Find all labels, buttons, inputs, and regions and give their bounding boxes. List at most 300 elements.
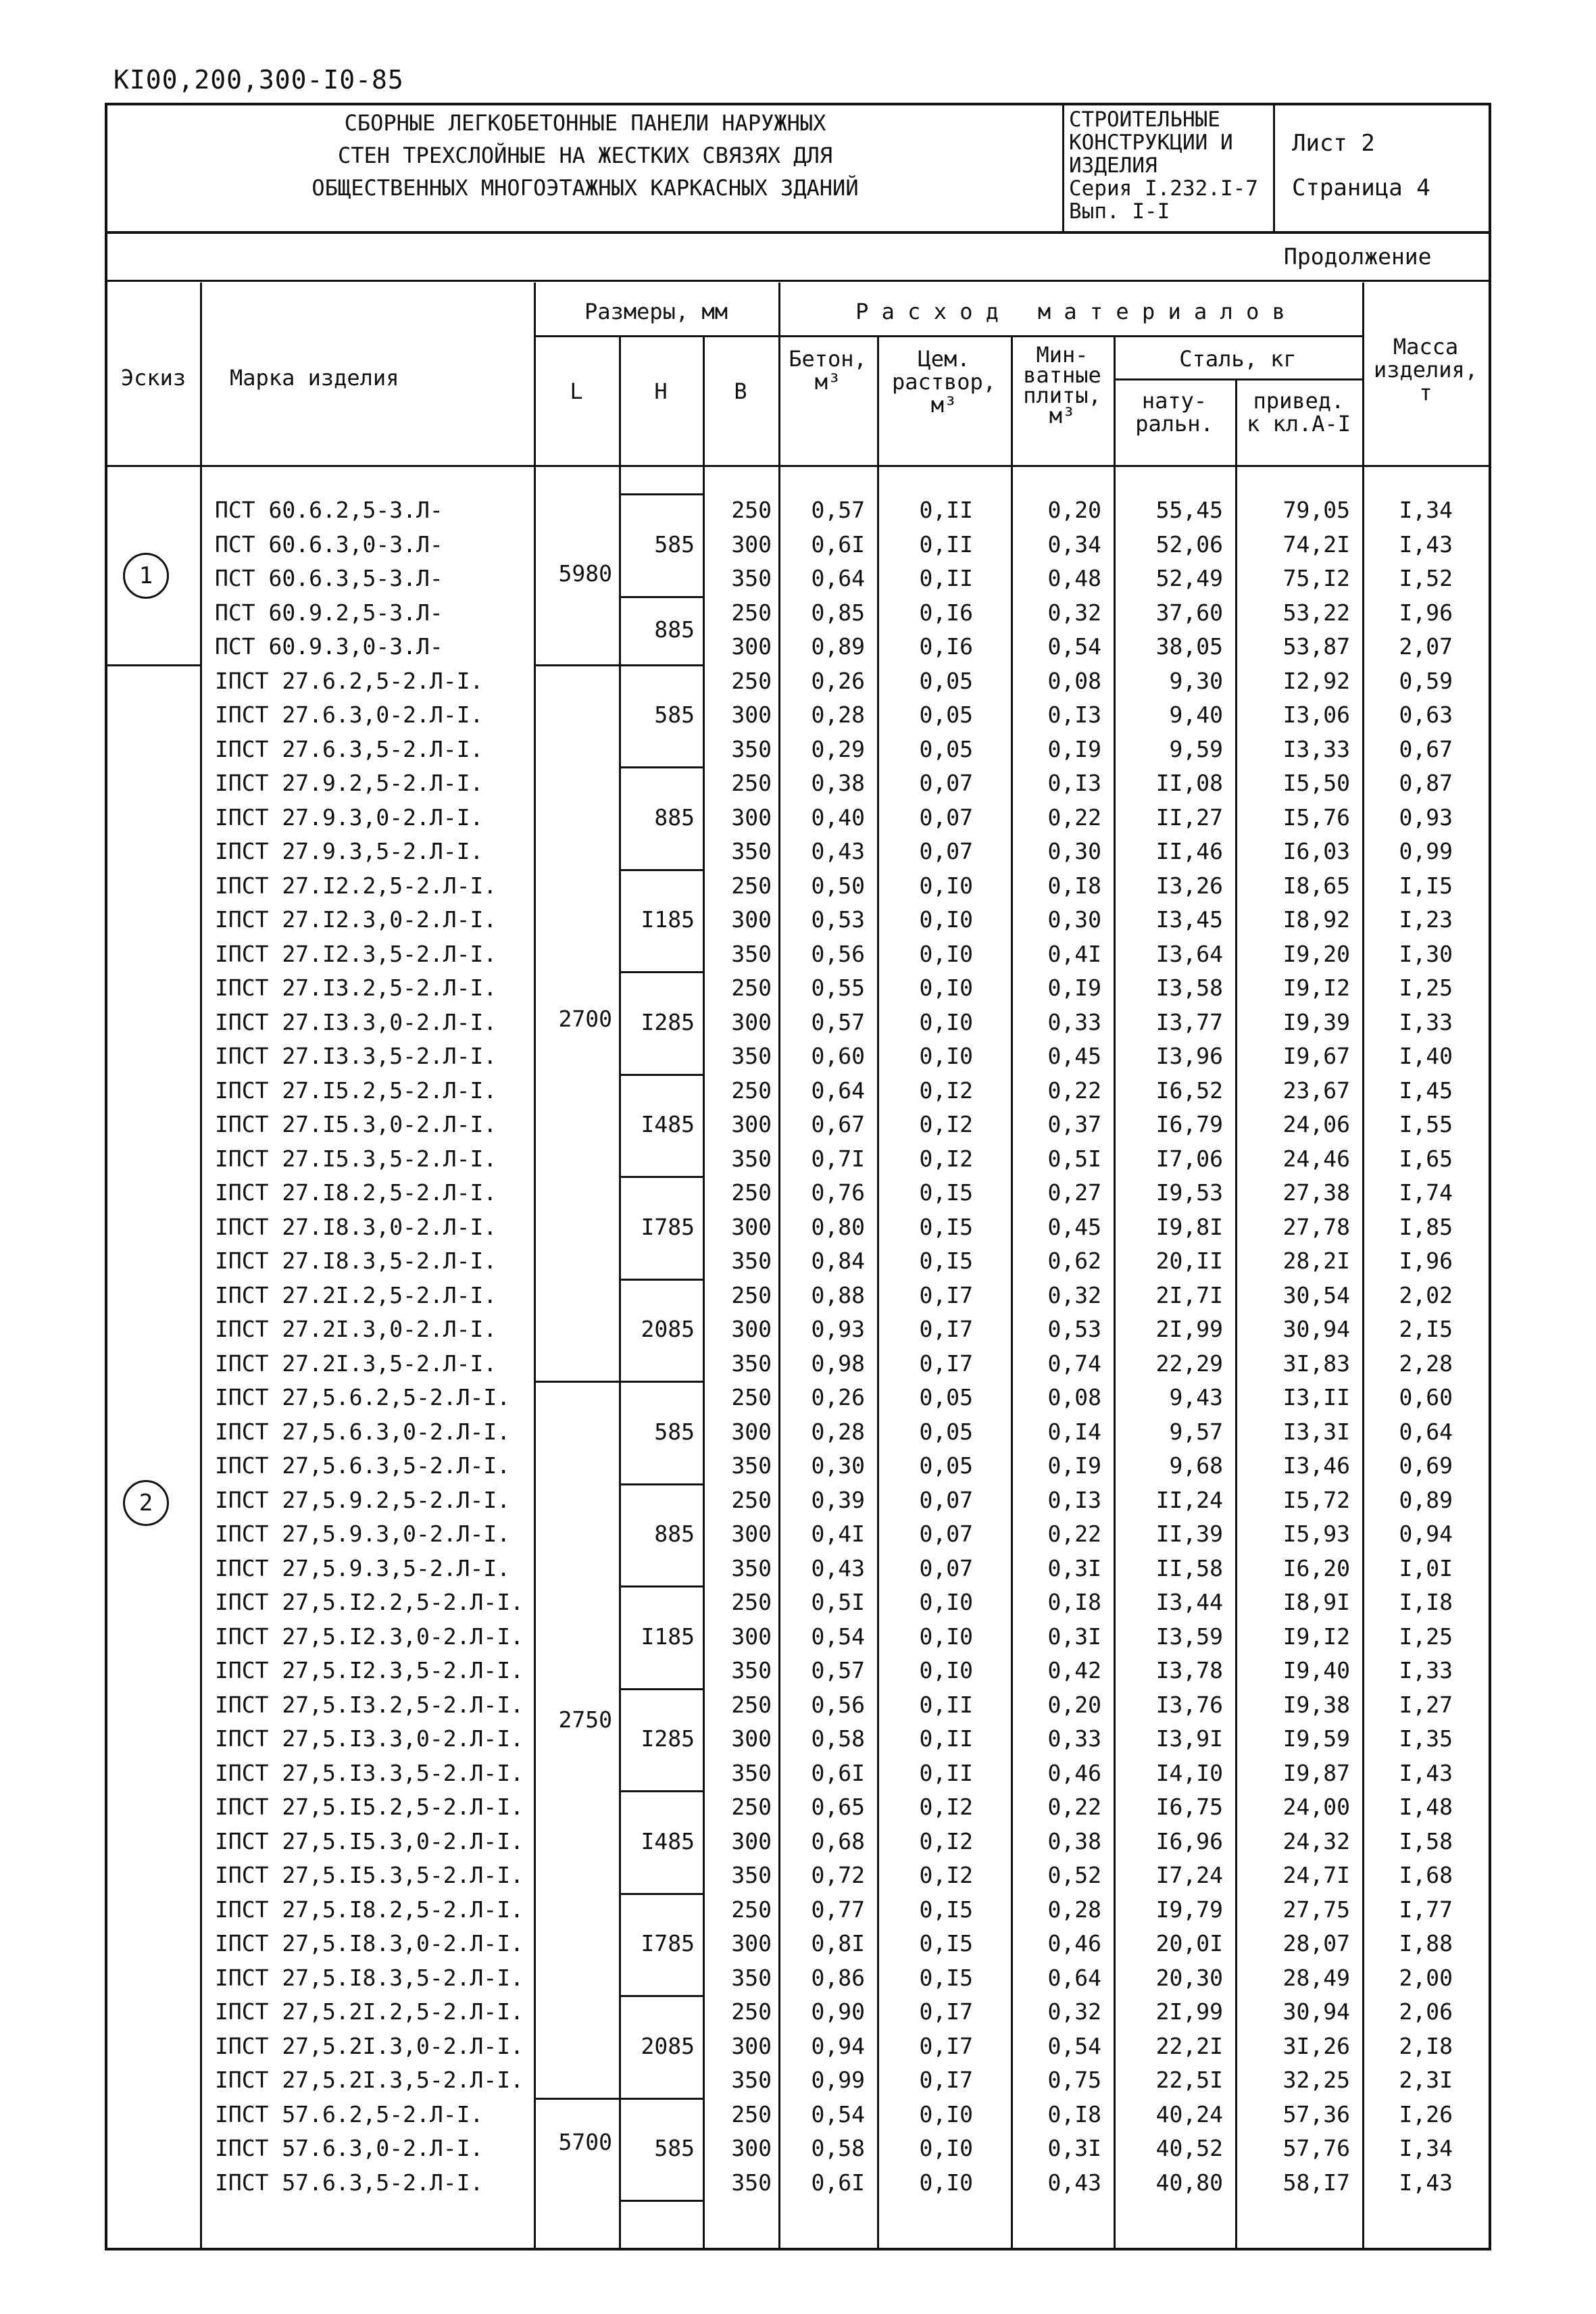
steel-reduced-label-2: к кл.А-I: [1246, 411, 1351, 437]
mass-cell: 0,63: [1399, 701, 1453, 728]
H-value: 585: [654, 1418, 695, 1445]
cement-cell: 0,I0: [919, 1008, 973, 1035]
mass-cell: I,52: [1399, 565, 1453, 591]
H-value: 2085: [641, 2032, 695, 2059]
steel-reduced-cell: I9,67: [1282, 1043, 1350, 1069]
col-mineral-header: [1011, 342, 1114, 428]
B-cell: 250: [731, 1998, 772, 2025]
sketch-divider: [105, 664, 200, 666]
category-line-2: КОНСТРУКЦИИ И: [1069, 130, 1233, 155]
mass-cell: I,65: [1399, 1145, 1453, 1172]
L-value: 2700: [558, 1006, 612, 1032]
mark-cell: IПСТ 57.6.3,0-2.Л-I.: [215, 2135, 484, 2161]
concrete-cell: 0,57: [811, 1008, 865, 1035]
mineral-cell: 0,54: [1047, 633, 1101, 660]
mineral-cell: 0,42: [1047, 1657, 1101, 1683]
mark-cell: IПСТ 27,5.I2.2,5-2.Л-I.: [215, 1589, 524, 1615]
mineral-cell: 0,3I: [1047, 1554, 1101, 1581]
col-mark-header: Марка изделия: [230, 365, 399, 391]
mineral-cell: 0,32: [1047, 1281, 1101, 1308]
mass-cell: 2,00: [1399, 1964, 1453, 1991]
mass-cell: I,I5: [1399, 872, 1453, 899]
mark-cell: IПСТ 27.6.3,5-2.Л-I.: [215, 735, 484, 762]
col-concrete-header: [778, 347, 877, 393]
cement-cell: 0,07: [919, 1554, 973, 1581]
concrete-cell: 0,76: [811, 1179, 865, 1206]
concrete-cell: 0,68: [811, 1827, 865, 1854]
mark-cell: IПСТ 27,5.I2.3,0-2.Л-I.: [215, 1623, 524, 1650]
H-value: I285: [641, 1008, 695, 1035]
steel-reduced-cell: I6,03: [1282, 838, 1350, 864]
mark-cell: IПСТ 27.I8.3,0-2.Л-I.: [215, 1213, 497, 1240]
mass-cell: 0,87: [1399, 770, 1453, 796]
mass-cell: I,25: [1399, 1623, 1453, 1650]
mark-cell: IПСТ 27.I3.3,5-2.Л-I.: [215, 1043, 497, 1069]
mass-cell: 0,69: [1399, 1452, 1453, 1479]
steel-natural-cell: 9,68: [1169, 1452, 1223, 1479]
mark-cell: IПСТ 27,5.I5.3,5-2.Л-I.: [215, 1862, 524, 1888]
cement-cell: 0,II: [919, 1725, 973, 1752]
steel-reduced-cell: 53,87: [1282, 633, 1350, 660]
mark-cell: IПСТ 27,5.I3.3,0-2.Л-I.: [215, 1725, 524, 1752]
mass-cell: I,I8: [1399, 1589, 1453, 1615]
cement-cell: 0,I7: [919, 1281, 973, 1308]
B-cell: 300: [731, 1111, 772, 1137]
mark-cell: IПСТ 27.9.3,0-2.Л-I.: [215, 804, 484, 831]
sheet-label: Лист 2: [1292, 130, 1375, 157]
mass-cell: I,0I: [1399, 1554, 1453, 1581]
concrete-cell: 0,94: [811, 2032, 865, 2059]
B-cell: 300: [731, 633, 772, 660]
mark-cell: IПСТ 27,5.2I.3,0-2.Л-I.: [215, 2032, 524, 2059]
col-mass-header: [1362, 335, 1489, 404]
mark-cell: IПСТ 27.9.2,5-2.Л-I.: [215, 770, 484, 796]
steel-reduced-cell: 3I,26: [1282, 2032, 1350, 2059]
H-value: I285: [641, 1725, 695, 1752]
concrete-cell: 0,60: [811, 1043, 865, 1069]
B-cell: 250: [731, 872, 772, 899]
steel-reduced-cell: I3,06: [1282, 701, 1350, 728]
mass-cell: 2,28: [1399, 1350, 1453, 1377]
steel-natural-cell: I3,78: [1155, 1657, 1223, 1683]
concrete-cell: 0,8I: [811, 1930, 865, 1956]
B-cell: 300: [731, 804, 772, 831]
mark-cell: IПСТ 27.I3.2,5-2.Л-I.: [215, 975, 497, 1001]
H-value: 885: [654, 1521, 695, 1548]
H-divider: [619, 869, 703, 871]
H-divider: [619, 596, 703, 598]
steel-natural-cell: 9,40: [1169, 701, 1223, 728]
mineral-cell: 0,20: [1047, 1691, 1101, 1718]
mass-cell: I,40: [1399, 1043, 1453, 1069]
concrete-cell: 0,99: [811, 2067, 865, 2093]
steel-reduced-cell: 57,76: [1282, 2135, 1350, 2161]
steel-reduced-cell: 30,54: [1282, 1281, 1350, 1308]
mark-cell: IПСТ 27.I3.3,0-2.Л-I.: [215, 1008, 497, 1035]
steel-natural-cell: 38,05: [1155, 633, 1223, 660]
mineral-cell: 0,64: [1047, 1964, 1101, 1991]
mass-cell: 2,02: [1399, 1281, 1453, 1308]
mark-cell: IПСТ 27.6.2,5-2.Л-I.: [215, 667, 484, 694]
B-cell: 350: [731, 735, 772, 762]
steel-reduced-cell: 28,2I: [1282, 1248, 1350, 1274]
steel-natural-cell: II,58: [1155, 1554, 1223, 1581]
steel-reduced-cell: I5,76: [1282, 804, 1350, 831]
mass-cell: 2,I8: [1399, 2032, 1453, 2059]
mineral-cell: 0,46: [1047, 1759, 1101, 1786]
cement-cell: 0,I2: [919, 1111, 973, 1137]
mineral-cell: 0,34: [1047, 531, 1101, 558]
cement-cell: 0,05: [919, 701, 973, 728]
steel-natural-cell: I9,53: [1155, 1179, 1223, 1206]
steel-natural-cell: 52,06: [1155, 531, 1223, 558]
mineral-cell: 0,3I: [1047, 1623, 1101, 1650]
steel-natural-cell: I6,75: [1155, 1794, 1223, 1820]
cement-cell: 0,I2: [919, 1827, 973, 1854]
title-block-bottom: [105, 231, 1491, 234]
concrete-cell: 0,54: [811, 2100, 865, 2127]
steel-reduced-cell: I3,3I: [1282, 1418, 1350, 1445]
B-cell: 250: [731, 1691, 772, 1718]
mineral-cell: 0,I9: [1047, 975, 1101, 1001]
mineral-cell: 0,22: [1047, 804, 1101, 831]
steel-natural-cell: II,46: [1155, 838, 1223, 864]
steel-sub-rule: [1114, 378, 1362, 380]
mass-cell: I,88: [1399, 1930, 1453, 1956]
steel-natural-cell: I3,64: [1155, 940, 1223, 967]
B-cell: 250: [731, 1077, 772, 1104]
concrete-cell: 0,56: [811, 940, 865, 967]
B-cell: 250: [731, 599, 772, 626]
col-steel-natural-header: [1114, 389, 1235, 435]
mineral-cell: 0,52: [1047, 1862, 1101, 1888]
H-value: 585: [654, 701, 695, 729]
steel-natural-cell: I3,9I: [1155, 1725, 1223, 1752]
B-cell: 350: [731, 1350, 772, 1377]
steel-reduced-cell: 24,32: [1282, 1827, 1350, 1854]
mark-cell: IПСТ 27.I2.3,5-2.Л-I.: [215, 940, 497, 967]
mass-cell: I,96: [1399, 1248, 1453, 1274]
mark-cell: IПСТ 27.I2.2,5-2.Л-I.: [215, 872, 497, 899]
mass-cell: 2,I5: [1399, 1316, 1453, 1342]
mark-cell: IПСТ 57.6.2,5-2.Л-I.: [215, 2100, 484, 2127]
B-cell: 300: [731, 1930, 772, 1956]
concrete-cell: 0,26: [811, 1384, 865, 1410]
steel-natural-cell: 2I,99: [1155, 1998, 1223, 2025]
mass-cell: I,96: [1399, 599, 1453, 626]
steel-natural-cell: 9,59: [1169, 735, 1223, 762]
B-cell: 300: [731, 1623, 772, 1650]
mark-cell: IПСТ 27,5.9.2,5-2.Л-I.: [215, 1486, 511, 1513]
mark-cell: IПСТ 27,5.2I.3,5-2.Л-I.: [215, 2067, 524, 2093]
mark-cell: ПСТ 60.9.3,0-3.Л-: [215, 633, 443, 660]
concrete-cell: 0,72: [811, 1862, 865, 1888]
concrete-cell: 0,67: [811, 1111, 865, 1137]
mark-cell: IПСТ 27,5.I3.3,5-2.Л-I.: [215, 1759, 524, 1786]
cement-cell: 0,I0: [919, 2169, 973, 2196]
H-value: 885: [654, 616, 695, 643]
cement-cell: 0,I5: [919, 1179, 973, 1206]
mass-cell: I,25: [1399, 975, 1453, 1001]
L-divider: [534, 1381, 619, 1383]
mineral-cell: 0,4I: [1047, 940, 1101, 967]
concrete-cell: 0,54: [811, 1623, 865, 1650]
cement-cell: 0,I0: [919, 1657, 973, 1683]
mineral-cell: 0,08: [1047, 667, 1101, 694]
mark-cell: IПСТ 27.I5.3,0-2.Л-I.: [215, 1111, 497, 1137]
mineral-cell: 0,30: [1047, 906, 1101, 933]
cement-cell: 0,07: [919, 1486, 973, 1513]
mineral-cell: 0,32: [1047, 599, 1101, 626]
B-cell: 250: [731, 770, 772, 796]
concrete-cell: 0,53: [811, 906, 865, 933]
cement-cell: 0,I5: [919, 1964, 973, 1991]
mineral-cell: 0,22: [1047, 1521, 1101, 1547]
mineral-cell: 0,I9: [1047, 735, 1101, 762]
B-cell: 350: [731, 1554, 772, 1581]
steel-natural-cell: II,08: [1155, 770, 1223, 796]
mineral-cell: 0,I3: [1047, 770, 1101, 796]
mark-cell: ПСТ 60.6.2,5-3.Л-: [215, 497, 443, 523]
H-value: I485: [641, 1111, 695, 1138]
steel-reduced-cell: 28,49: [1282, 1964, 1350, 1991]
steel-natural-cell: I6,79: [1155, 1111, 1223, 1137]
column-rule: [200, 282, 202, 2248]
steel-reduced-cell: I9,I2: [1282, 1623, 1350, 1650]
mineral-cell: 0,33: [1047, 1725, 1101, 1752]
steel-reduced-cell: 74,2I: [1282, 531, 1350, 558]
cement-unit: м³: [930, 392, 957, 418]
B-cell: 350: [731, 1043, 772, 1069]
B-cell: 300: [731, 1827, 772, 1854]
H-value: 2085: [641, 1316, 695, 1343]
cement-cell: 0,I7: [919, 1316, 973, 1342]
concrete-cell: 0,64: [811, 565, 865, 591]
mass-cell: 0,60: [1399, 1384, 1453, 1410]
H-divider: [619, 1893, 703, 1895]
steel-natural-cell: I9,8I: [1155, 1213, 1223, 1240]
H-value: I785: [641, 1213, 695, 1240]
steel-natural-cell: I3,59: [1155, 1623, 1223, 1650]
concrete-cell: 0,89: [811, 633, 865, 660]
mineral-cell: 0,62: [1047, 1248, 1101, 1274]
steel-reduced-cell: 30,94: [1282, 1998, 1350, 2025]
mass-cell: I,85: [1399, 1213, 1453, 1240]
H-divider: [619, 1176, 703, 1178]
col-steel-header: Сталь, кг: [1179, 346, 1297, 372]
cement-cell: 0,I0: [919, 906, 973, 933]
B-cell: 250: [731, 1281, 772, 1308]
mass-label-2: изделия,: [1373, 357, 1478, 383]
L-divider: [534, 2098, 619, 2100]
cement-label: Цем.: [918, 346, 970, 372]
concrete-cell: 0,90: [811, 1998, 865, 2025]
mass-cell: 0,99: [1399, 838, 1453, 864]
mark-cell: IПСТ 27.9.3,5-2.Л-I.: [215, 838, 484, 864]
cement-label-2: раствор,: [891, 369, 997, 395]
steel-reduced-cell: I3,II: [1282, 1384, 1350, 1410]
cement-cell: 0,I2: [919, 1794, 973, 1820]
mark-cell: IПСТ 27,5.2I.2,5-2.Л-I.: [215, 1998, 524, 2025]
steel-natural-cell: 20,II: [1155, 1248, 1223, 1274]
mark-cell: IПСТ 27.2I.3,0-2.Л-I.: [215, 1316, 497, 1342]
mark-cell: IПСТ 27.I8.3,5-2.Л-I.: [215, 1248, 497, 1274]
mark-cell: IПСТ 27.I5.2,5-2.Л-I.: [215, 1077, 497, 1104]
cement-cell: 0,07: [919, 804, 973, 831]
cement-cell: 0,I0: [919, 940, 973, 967]
mineral-cell: 0,I3: [1047, 1486, 1101, 1513]
steel-reduced-cell: 57,36: [1282, 2100, 1350, 2127]
steel-natural-cell: 9,43: [1169, 1384, 1223, 1410]
B-cell: 250: [731, 1896, 772, 1923]
steel-reduced-cell: 32,25: [1282, 2067, 1350, 2093]
concrete-cell: 0,77: [811, 1896, 865, 1923]
steel-natural-cell: 52,49: [1155, 565, 1223, 591]
mass-cell: 0,89: [1399, 1486, 1453, 1513]
B-cell: 250: [731, 667, 772, 694]
steel-reduced-cell: 53,22: [1282, 599, 1350, 626]
steel-natural-cell: I4,I0: [1155, 1759, 1223, 1786]
concrete-cell: 0,93: [811, 1316, 865, 1342]
steel-natural-cell: I3,77: [1155, 1008, 1223, 1035]
col-B-header: B: [734, 378, 747, 404]
mark-cell: IПСТ 27.I2.3,0-2.Л-I.: [215, 906, 497, 933]
concrete-cell: 0,80: [811, 1213, 865, 1240]
L-value: 2750: [558, 1706, 612, 1733]
steel-reduced-cell: I9,39: [1282, 1008, 1350, 1035]
cement-cell: 0,I0: [919, 1623, 973, 1650]
frame-bottom: [105, 2248, 1491, 2250]
B-cell: 350: [731, 1452, 772, 1479]
issue-label: Вып. I-I: [1069, 199, 1170, 224]
mark-cell: ПСТ 60.6.3,0-3.Л-: [215, 531, 443, 558]
steel-natural-cell: I7,06: [1155, 1145, 1223, 1172]
steel-natural-cell: II,24: [1155, 1486, 1223, 1513]
B-cell: 300: [731, 701, 772, 728]
col-sketch-header: Эскиз: [120, 365, 186, 391]
steel-reduced-cell: 58,I7: [1282, 2169, 1350, 2196]
H-divider: [619, 1995, 703, 1997]
col-cement-header: [877, 347, 1011, 416]
category-line-1: СТРОИТЕЛЬНЫЕ: [1069, 107, 1220, 132]
mineral-cell: 0,I8: [1047, 2100, 1101, 2127]
mark-cell: IПСТ 27,5.I8.3,0-2.Л-I.: [215, 1930, 524, 1956]
concrete-cell: 0,26: [811, 667, 865, 694]
frame-top: [105, 103, 1491, 105]
mineral-cell: 0,30: [1047, 838, 1101, 864]
B-cell: 350: [731, 1964, 772, 1991]
cement-cell: 0,05: [919, 735, 973, 762]
cement-cell: 0,I2: [919, 1862, 973, 1888]
steel-natural-cell: 20,30: [1155, 1964, 1223, 1991]
steel-natural-cell: 40,24: [1155, 2100, 1223, 2127]
mark-cell: IПСТ 27,5.I5.3,0-2.Л-I.: [215, 1827, 524, 1854]
cement-cell: 0,05: [919, 1418, 973, 1445]
steel-natural-cell: I6,96: [1155, 1827, 1223, 1854]
cement-cell: 0,I5: [919, 1930, 973, 1956]
cement-cell: 0,I2: [919, 1077, 973, 1104]
steel-reduced-cell: I9,20: [1282, 940, 1350, 967]
concrete-cell: 0,6I: [811, 531, 865, 558]
mineral-cell: 0,22: [1047, 1077, 1101, 1104]
mark-cell: IПСТ 27,5.6.3,0-2.Л-I.: [215, 1418, 511, 1445]
B-cell: 300: [731, 2135, 772, 2161]
mass-cell: I,58: [1399, 1827, 1453, 1854]
B-cell: 300: [731, 1418, 772, 1445]
B-cell: 350: [731, 1657, 772, 1683]
concrete-cell: 0,29: [811, 735, 865, 762]
concrete-cell: 0,56: [811, 1691, 865, 1718]
continuation-label: Продолжение: [1284, 243, 1432, 270]
steel-natural-cell: I3,45: [1155, 906, 1223, 933]
mass-cell: I,43: [1399, 2169, 1453, 2196]
concrete-cell: 0,55: [811, 975, 865, 1001]
steel-reduced-cell: I9,40: [1282, 1657, 1350, 1683]
sketch-2-icon: 2: [123, 1480, 169, 1526]
steel-natural-cell: I3,96: [1155, 1043, 1223, 1069]
steel-natural-cell: II,27: [1155, 804, 1223, 831]
mineral-cell: 0,22: [1047, 1794, 1101, 1820]
mass-cell: I,33: [1399, 1008, 1453, 1035]
steel-reduced-cell: 3I,83: [1282, 1350, 1350, 1377]
title-divider-2: [1273, 103, 1275, 232]
B-cell: 250: [731, 1384, 772, 1410]
steel-natural-cell: I9,79: [1155, 1896, 1223, 1923]
title-line-3: ОБЩЕСТВЕННЫХ МНОГОЭТАЖНЫХ КАРКАСНЫХ ЗДАНИЙ: [311, 175, 859, 201]
steel-natural-cell: I3,26: [1155, 872, 1223, 899]
B-cell: 350: [731, 2169, 772, 2196]
cement-cell: 0,II: [919, 565, 973, 591]
cement-cell: 0,I7: [919, 1350, 973, 1377]
concrete-cell: 0,5I: [811, 1589, 865, 1615]
steel-reduced-cell: I9,59: [1282, 1725, 1350, 1752]
mark-cell: IПСТ 27.I8.2,5-2.Л-I.: [215, 1179, 497, 1206]
B-cell: 350: [731, 1862, 772, 1888]
B-cell: 250: [731, 1486, 772, 1513]
mineral-cell: 0,I4: [1047, 1418, 1101, 1445]
mass-cell: 0,67: [1399, 735, 1453, 762]
mark-cell: IПСТ 27,5.I5.2,5-2.Л-I.: [215, 1794, 524, 1820]
steel-natural-cell: 9,57: [1169, 1418, 1223, 1445]
mineral-cell: 0,08: [1047, 1384, 1101, 1410]
mineral-cell: 0,45: [1047, 1043, 1101, 1069]
H-divider: [619, 1790, 703, 1792]
concrete-cell: 0,65: [811, 1794, 865, 1820]
cement-cell: 0,I6: [919, 633, 973, 660]
cement-cell: 0,I0: [919, 2135, 973, 2161]
H-divider: [619, 1483, 703, 1485]
page-label: Страница 4: [1292, 174, 1430, 201]
mark-cell: IПСТ 27,5.I8.2,5-2.Л-I.: [215, 1896, 524, 1923]
steel-reduced-cell: 75,I2: [1282, 565, 1350, 591]
category-line-3: ИЗДЕЛИЯ: [1069, 153, 1157, 178]
mineral-cell: 0,28: [1047, 1896, 1101, 1923]
concrete-cell: 0,6I: [811, 2169, 865, 2196]
mineral-cell: 0,48: [1047, 565, 1101, 591]
steel-natural-cell: I3,76: [1155, 1691, 1223, 1718]
mark-cell: IПСТ 27.I5.3,5-2.Л-I.: [215, 1145, 497, 1172]
mark-cell: IПСТ 57.6.3,5-2.Л-I.: [215, 2169, 484, 2196]
mark-cell: ПСТ 60.6.3,5-3.Л-: [215, 565, 443, 591]
B-cell: 300: [731, 1316, 772, 1342]
B-cell: 250: [731, 1589, 772, 1615]
mass-cell: I,34: [1399, 2135, 1453, 2161]
concrete-cell: 0,38: [811, 770, 865, 796]
cement-cell: 0,I5: [919, 1896, 973, 1923]
cement-cell: 0,I7: [919, 2067, 973, 2093]
mass-cell: I,35: [1399, 1725, 1453, 1752]
concrete-cell: 0,85: [811, 599, 865, 626]
